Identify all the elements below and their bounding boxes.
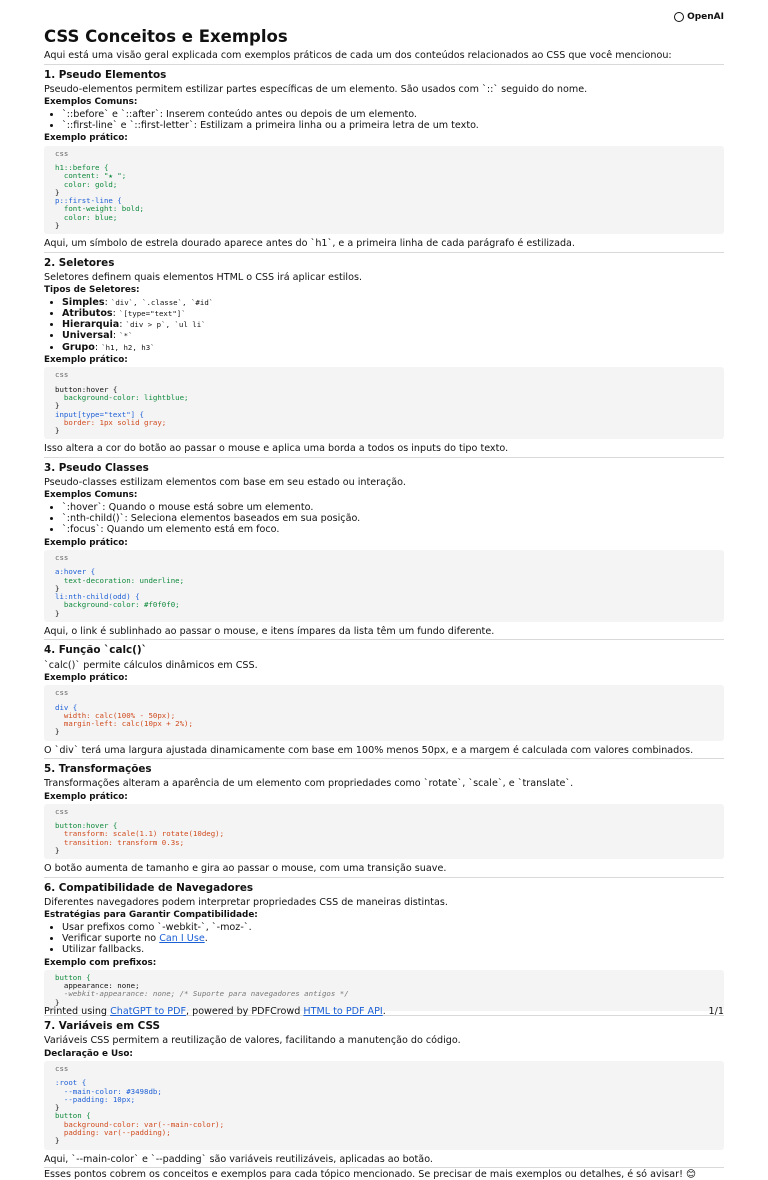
chatgpt-to-pdf-link[interactable]: ChatGPT to PDF (110, 1006, 186, 1017)
openai-logo-icon (674, 12, 684, 22)
can-i-use-link[interactable]: Can I Use (159, 932, 205, 944)
section-1-subtitle: Exemplos Comuns: (44, 97, 138, 108)
section-7-title: 7. Variáveis em CSS (44, 1015, 724, 1035)
list-item: • Grupo: `h1, h2, h3` (62, 342, 724, 353)
section-6-title: 6. Compatibilidade de Navegadores (44, 877, 724, 897)
section-6-subtitle: Estratégias para Garantir Compatibilidade: (44, 910, 258, 921)
section-4-example-label: Exemplo prático: (44, 672, 128, 683)
brand-name: OpenAI (687, 12, 724, 22)
list-item: • `:nth-child()`: Seleciona elementos baseados em sua posição. (62, 513, 724, 524)
page-number: 1/1 (708, 1006, 724, 1017)
brand (674, 12, 724, 23)
section-3-example-label: Exemplo prático: (44, 537, 128, 548)
code-block-7: css :root { --main-color: #3498db; --padding: 10px; } button { background-color: var(--main-color); padding: var(--padding); } (44, 1061, 724, 1150)
page-title: CSS Conceitos e Exemplos (44, 27, 288, 46)
section-2-example-label: Exemplo prático: (44, 355, 128, 366)
list-item: • Simples: `div`, `.classe`, `#id` (62, 297, 724, 308)
section-3-title: 3. Pseudo Classes (44, 457, 724, 477)
section-4-title: 4. Função `calc()` (44, 639, 724, 659)
section-6-desc: Diferentes navegadores podem interpretar propriedades CSS de maneiras distintas. (44, 896, 448, 908)
section-2-subtitle: Tipos de Seletores: (44, 285, 140, 296)
section-1-desc: Pseudo-elementos permitem estilizar partes específicas de um elemento. São usados com `::` seguido do nome. (44, 84, 588, 96)
list-item: • Atributos: `[type="text"]` (62, 308, 724, 319)
code-block-6: button { appearance: none; -webkit-appearance: none; /* Suporte para navegadores antigos */ } (44, 970, 724, 1011)
list-item: • `:hover`: Quando o mouse está sobre um elemento. (62, 502, 724, 513)
section-1-example-label: Exemplo prático: (44, 133, 128, 144)
section-3-subtitle: Exemplos Comuns: (44, 490, 138, 501)
section-2-list (44, 297, 724, 354)
section-2-after: Isso altera a cor do botão ao passar o mouse e aplica uma borda a todos os inputs do tipo texto. (44, 443, 509, 455)
section-3-desc: Pseudo-classes estilizam elementos com base em seu estado ou interação. (44, 477, 406, 489)
list-item: • Usar prefixos como `-webkit-`, `-moz-`. (62, 922, 724, 933)
section-7-after: Aqui, `--main-color` e `--padding` são variáveis reutilizáveis, aplicadas ao botão. (44, 1153, 433, 1165)
section-4-after: O `div` terá uma largura ajustada dinamicamente com base em 100% menos 50px, e a margem é calculada com valores combinados. (44, 744, 694, 756)
code-block-3: css a:hover { text-decoration: underline; } li:nth-child(odd) { background-color: #f0f0f0; } (44, 550, 724, 622)
footer-credit: Printed using ChatGPT to PDF, powered by PDFCrowd HTML to PDF API. (44, 1006, 386, 1017)
code-block-4: css div { width: calc(100% - 50px); margin-left: calc(10px + 2%); } (44, 685, 724, 740)
list-item: • Hierarquia: `div > p`, `ul li` (62, 319, 724, 330)
section-5-title: 5. Transformações (44, 758, 724, 778)
footer (44, 1006, 724, 1017)
list-item: • Universal: `*` (62, 330, 724, 341)
section-7-desc: Variáveis CSS permitem a reutilização de valores, facilitando a manutenção do código. (44, 1035, 461, 1047)
html-to-pdf-api-link[interactable]: HTML to PDF API (303, 1006, 383, 1017)
list-item: • `::before` e `::after`: Inserem conteúdo antes ou depois de um elemento. (62, 109, 724, 120)
section-3-list (44, 502, 724, 536)
code-block-2: css button:hover { background-color: lightblue; } input[type="text"] { border: 1px solid gray; } (44, 367, 724, 439)
list-item: • Utilizar fallbacks. (62, 944, 724, 955)
section-6-example-label: Exemplo com prefixos: (44, 957, 157, 968)
section-5-after: O botão aumenta de tamanho e gira ao passar o mouse, com uma transição suave. (44, 863, 447, 875)
section-7-subtitle: Declaração e Uso: (44, 1048, 133, 1059)
section-5-desc: Transformações alteram a aparência de um elemento com propriedades como `rotate`, `scale`, e `translate`. (44, 778, 574, 790)
code-block-5: css button:hover { transform: scale(1.1) rotate(10deg); transition: transform 0.3s; } (44, 804, 724, 859)
section-3-after: Aqui, o link é sublinhado ao passar o mouse, e itens ímpares da lista têm um fundo diferente. (44, 625, 495, 637)
intro-text: Aqui está uma visão geral explicada com exemplos práticos de cada um dos conteúdos relacionados ao CSS que você mencionou: (44, 50, 672, 62)
section-4-desc: `calc()` permite cálculos dinâmicos em CSS. (44, 659, 258, 671)
closing-text: Esses pontos cobrem os conceitos e exemplos para cada tópico mencionado. Se precisar de mais exemplos ou detalhes, é só avisar! 😊 (44, 1168, 697, 1180)
section-6-list (44, 922, 724, 956)
section-5-example-label: Exemplo prático: (44, 791, 128, 802)
section-1-title: 1. Pseudo Elementos (44, 64, 724, 84)
list-item: • `::first-line` e `::first-letter`: Estilizam a primeira linha ou a primeira letra de um texto. (62, 120, 724, 131)
section-1-after: Aqui, um símbolo de estrela dourado aparece antes do `h1`, e a primeira linha de cada parágrafo é estilizada. (44, 238, 575, 250)
section-2-desc: Seletores definem quais elementos HTML o CSS irá aplicar estilos. (44, 271, 363, 283)
list-item: • `:focus`: Quando um elemento está em foco. (62, 524, 724, 535)
section-2-title: 2. Seletores (44, 252, 724, 272)
code-lang-label: css (55, 148, 69, 158)
list-item: • Verificar suporte no Can I Use. (62, 933, 724, 944)
code-block-1: css h1::before { content: "★ "; color: gold; } p::first-line { font-weight: bold; color: blue; } (44, 146, 724, 235)
section-1-list (44, 109, 724, 132)
